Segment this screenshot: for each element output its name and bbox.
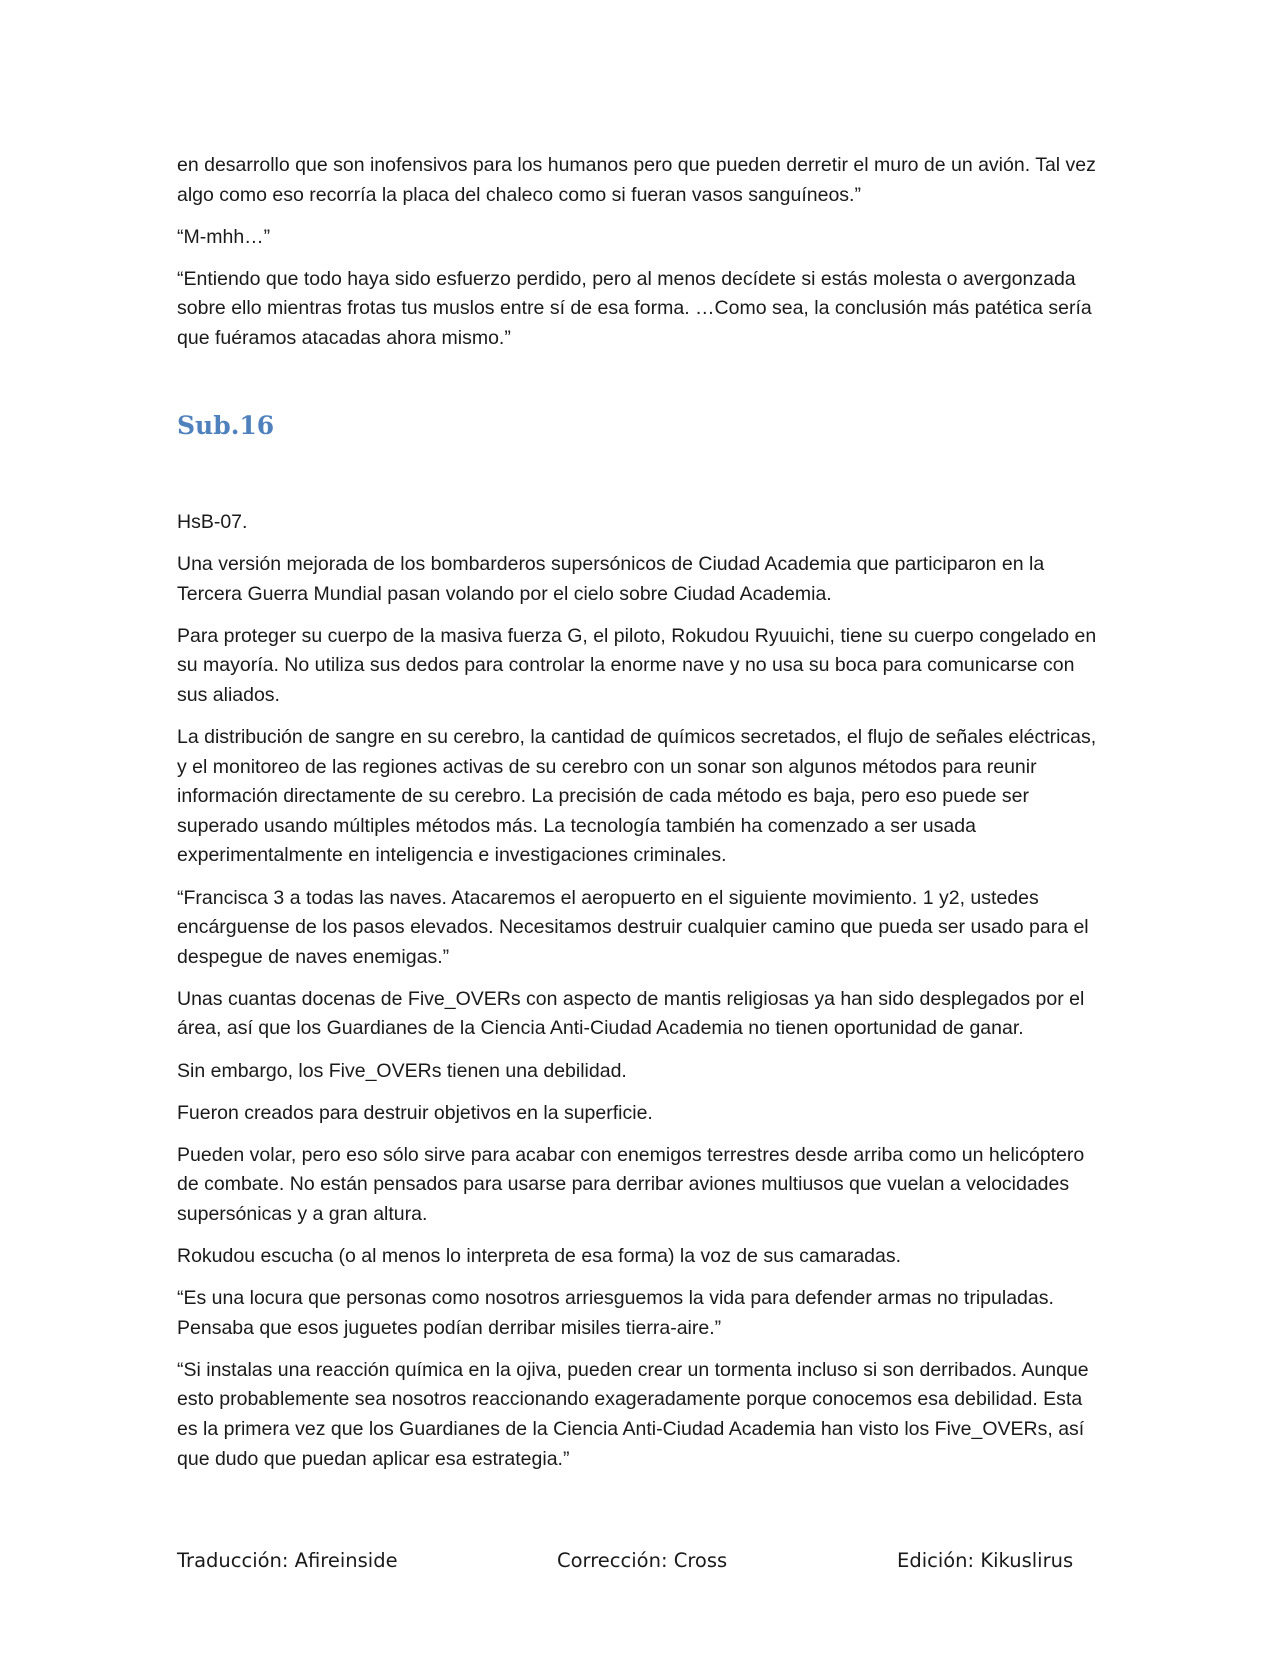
section-heading: Sub.16 (177, 411, 275, 440)
page-footer (0, 1549, 1280, 1579)
paragraph: “Si instalas una reacción química en la ojiva, pueden crear un tormenta incluso si son derribados. Aunque esto probablemente sea nosotros reaccionando exageradamente porque conocemos esa debilidad. Esta es la primera vez que los Guardianes de la Ciencia Anti-Ciudad Academia han visto los Five_OVERs, así que dudo que puedan aplicar esa estrategia.” (177, 1358, 1089, 1470)
paragraph: Unas cuantas docenas de Five_OVERs con aspecto de mantis religiosas ya han sido desplegados por el área, así que los Guardianes de la Ciencia Anti-Ciudad Academia no tienen oportunidad de ganar. (177, 987, 1085, 1040)
paragraph: Una versión mejorada de los bombarderos supersónicos de Ciudad Academia que participaron en la Tercera Guerra Mundial pasan volando por el cielo sobre Ciudad Academia. (177, 553, 1045, 605)
paragraph: HsB-07. (177, 511, 248, 533)
top-text-block (177, 151, 1107, 366)
footer-translation-credit: Traducción: Afireinside (177, 1549, 398, 1572)
paragraph: “Es una locura que personas como nosotros arriesguemos la vida para defender armas no tripuladas. Pensaba que esos juguetes podían derribar misiles tierra-aire.” (177, 1287, 1054, 1339)
body-text-block (177, 508, 1107, 1487)
paragraph: Rokudou escucha (o al menos lo interpreta de esa forma) la voz de sus camaradas. (177, 1244, 902, 1267)
footer-edition-credit: Edición: Kikuslirus (897, 1549, 1074, 1572)
paragraph: “Entiendo que todo haya sido esfuerzo perdido, pero al menos decídete si estás molesta o avergonzada sobre ello mientras frotas tus muslos entre sí de esa forma. …Como sea, la conclusión más patética sería que fuéramos atacadas ahora mismo.” (177, 267, 1092, 349)
paragraph: en desarrollo que son inofensivos para los humanos pero que pueden derretir el muro de un avión. Tal vez algo como eso recorría la placa del chaleco como si fueran vasos sanguíneos.” (177, 154, 1096, 206)
paragraph: Sin embargo, los Five_OVERs tienen una debilidad. (177, 1059, 627, 1082)
paragraph: Para proteger su cuerpo de la masiva fuerza G, el piloto, Rokudou Ryuuichi, tiene su cuerpo congelado en su mayoría. No utiliza sus dedos para controlar la enorme nave y no usa su boca para comunicarse con sus aliados. (177, 624, 1097, 706)
footer-correction-credit: Corrección: Cross (557, 1549, 728, 1572)
paragraph: La distribución de sangre en su cerebro, la cantidad de químicos secretados, el flujo de señales eléctricas, y el monitoreo de las regiones activas de su cerebro con un sonar son algunos métodos para reunir información directamente de su cerebro. La precisión de cada método es baja, pero eso puede ser superado usando múltiples métodos más. La tecnología también ha comenzado a ser usada experimentalmente en inteligencia e investigaciones criminales. (177, 726, 1097, 867)
paragraph: “M-mhh…” (177, 225, 271, 248)
paragraph: Pueden volar, pero eso sólo sirve para acabar con enemigos terrestres desde arriba como un helicóptero de combate. No están pensados para usarse para derribar aviones multiusos que vuelan a velocidades supersónicas y a gran altura. (177, 1143, 1085, 1225)
paragraph: Fueron creados para destruir objetivos en la superficie. (177, 1101, 653, 1124)
paragraph: “Francisca 3 a todas las naves. Atacaremos el aeropuerto en el siguiente movimiento. 1 y2, ustedes encárguense de los pasos elevados. Necesitamos destruir cualquier camino que pueda ser usado para el despegue de naves enemigas.” (177, 886, 1089, 968)
